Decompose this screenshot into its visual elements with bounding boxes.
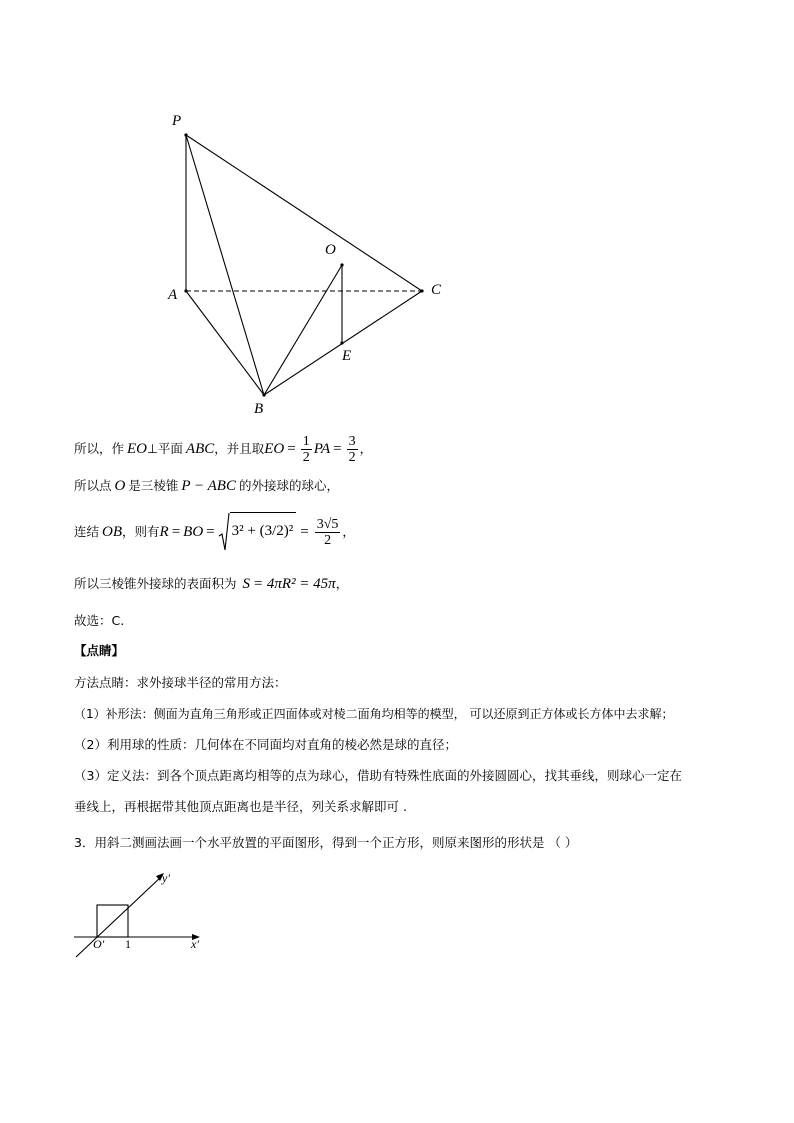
oblique-square-figure xyxy=(70,870,210,962)
text-line-5: 故选：C. xyxy=(74,613,125,628)
pyramid-figure xyxy=(160,105,460,425)
label-one: 1 xyxy=(125,937,131,951)
text-line-10: （3）定义法：到各个顶点距离均相等的点为球心，借助有特殊性底面的外接圆圆心，找其垂线，则球心一定在 xyxy=(74,768,682,783)
edge-PB xyxy=(186,135,264,395)
text-line-6: 【点睛】 xyxy=(74,643,125,658)
edge-AB xyxy=(186,291,264,395)
text-line-11: 垂线上，再根据带其他顶点距离也是半径，列关系求解即可 . xyxy=(74,799,407,814)
label-B: B xyxy=(254,401,264,417)
text-line-3: 连结 OB ，则有 R = BO = 3² + (3/2)² = $\frac{3√5}{2}$ ， xyxy=(74,510,355,554)
text-line-4: 所以三棱锥外接球的表面积为 S = 4πR² = 45π ， xyxy=(74,576,349,592)
label-A: A xyxy=(168,287,178,303)
radical: 3² + (3/2)² xyxy=(218,512,297,552)
label-origin: O′ xyxy=(93,937,105,951)
text-line-2: 所以点 O 是三棱锥 P − ABC 的外接球的球心， xyxy=(74,478,339,494)
edge-PC xyxy=(186,135,422,291)
label-C: C xyxy=(431,282,442,298)
label-y: y′ xyxy=(162,871,170,885)
label-O: O xyxy=(325,242,336,258)
label-P: P xyxy=(172,113,182,129)
sqrt-icon xyxy=(218,512,230,552)
text-line-12: 3．用斜二测画法画一个水平放置的平面图形，得到一个正方形，则原来图形的形状是 （ ） xyxy=(74,835,578,850)
label-x: x′ xyxy=(191,937,199,951)
text-line-7: 方法点睛：求外接球半径的常用方法： xyxy=(74,675,287,690)
label-E: E xyxy=(342,348,352,364)
text-line-1: 所以，作 EO ⊥平面 ABC ，并且取 EO = $\frac{1}{2}$ PA = $\frac{3}{2}$ ， xyxy=(74,433,373,465)
text-line-8: （1）补形法：侧面为直角三角形或正四面体或对棱二面角均相等的模型， 可以还原到正方体或长方体中去求解； xyxy=(74,707,674,721)
segment-OB xyxy=(264,265,342,395)
y-axis xyxy=(76,876,162,957)
text-line-9: （2）利用球的性质：几何体在不同面均对直角的棱必然是球的直径； xyxy=(74,737,457,752)
